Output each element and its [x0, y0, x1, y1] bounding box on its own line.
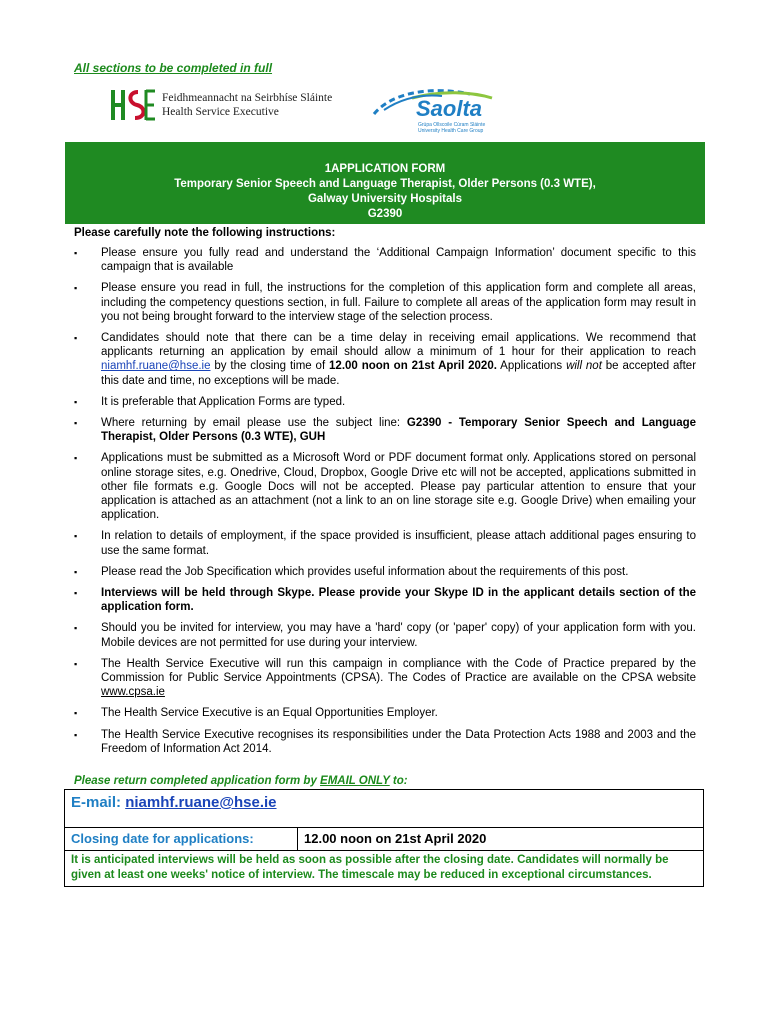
- bullet-icon: ▪: [74, 333, 78, 344]
- list-item: ▪ Interviews will be held through Skype. Please provide your Skype ID in the applicant details section of the application form.: [74, 587, 696, 614]
- subject-line: G2390 - Temporary Senior Speech and Language Therapist, Older Persons (0.3 WTE), GUH: [101, 417, 697, 444]
- bullet-icon: ▪: [74, 283, 78, 294]
- closing-label: Closing date for applications:: [65, 828, 298, 850]
- bullet-icon: ▪: [74, 729, 78, 740]
- post-location: Galway University Hospitals: [307, 193, 463, 205]
- bullet-icon: ▪: [74, 418, 78, 429]
- instructions-list: [74, 246, 696, 763]
- email-link[interactable]: niamhf.ruane@hse.ie: [101, 360, 211, 373]
- deadline-text: 12.00 noon on 21st April 2020.: [329, 360, 497, 373]
- hse-logo: [110, 88, 332, 122]
- cpsa-link[interactable]: www.cpsa.ie: [101, 686, 165, 699]
- bullet-icon: ▪: [74, 248, 78, 258]
- list-item: ▪ Candidates should note that there can be a time delay in receiving email applications. We recommend that applicants returning an application by email should allow a minimum of 1 hour for their application to reach niamhf.ruane@hse.ie by the closing time of 12.00 noon on 21st April 2020. Applications will not be accepted after this date and time, no exceptions will be made.: [74, 332, 697, 387]
- bullet-icon: ▪: [74, 566, 78, 577]
- bullet-icon: ▪: [74, 588, 78, 599]
- form-title: 1APPLICATION FORM: [324, 163, 446, 175]
- email-only-text: EMAIL ONLY: [320, 775, 390, 787]
- bullet-icon: ▪: [74, 453, 78, 464]
- list-item: ▪ Applications must be submitted as a Microsoft Word or PDF document format only. Applications stored on personal online storage sites, e.g. Onedrive, Cloud, Dropbox, Google Drive etc will not be accepted, applications submitted in other file formats e.g. Google Docs will not be accepted. Please pay particular attention to ensure that your application is attached as an attachment (not a link to an on line storage site e.g. Google Drive) when emailing your application.: [74, 452, 696, 522]
- bullet-icon: ▪: [74, 531, 78, 542]
- list-item: ▪ Where returning by email please use the subject line: G2390 - Temporary Senior Speech and Language Therapist, Older Persons (0.3 WTE), GUH: [74, 417, 697, 444]
- saolta-logo: [372, 84, 532, 136]
- closing-value: 12.00 noon on 21st April 2020: [304, 831, 487, 846]
- title-banner: [65, 142, 705, 224]
- hse-name-irish: Feidhmeannacht na Seirbhíse Sláinte: [162, 92, 333, 104]
- list-item: ▪ Please ensure you read in full, the instructions for the completion of this application form and complete all areas, including the competency questions section, in full. Failure to complete all areas of the application form may result in you not being brought forward to the interview stage of the selection process.: [74, 282, 696, 323]
- interview-timing-note: It is anticipated interviews will be held as soon as possible after the closing date. Candidates will normally be given at least one weeks' notice of interview. The timescale may be reduced in exceptional circumstances.: [71, 854, 669, 881]
- list-item: ▪ The Health Service Executive is an Equal Opportunities Employer.: [74, 707, 438, 720]
- email-label: E-mail:: [71, 794, 126, 811]
- list-item: ▪ It is preferable that Application Forms are typed.: [74, 395, 346, 408]
- bullet-icon: ▪: [74, 658, 78, 669]
- contact-email-link[interactable]: niamhf.ruane@hse.ie: [125, 794, 277, 811]
- bullet-icon: ▪: [74, 623, 78, 634]
- hse-name-english: Health Service Executive: [162, 106, 279, 118]
- campaign-code: G2390: [367, 208, 403, 220]
- sections-note: All sections to be completed in full: [74, 61, 273, 75]
- list-item: ▪ Please ensure you fully read and understand the ‘Additional Campaign Information’ document specific to this campaign that is available: [74, 247, 696, 274]
- closing-row: [65, 828, 703, 851]
- bullet-icon: ▪: [74, 708, 78, 719]
- bullet-icon: ▪: [74, 396, 78, 407]
- will-not-text: will not: [566, 360, 602, 373]
- list-item: ▪ In relation to details of employment, if the space provided is insufficient, please attach additional pages ensuring to use the same format.: [74, 530, 696, 557]
- saolta-name: Saolta: [416, 96, 483, 121]
- return-note: Please return completed application form by EMAIL ONLY to:: [74, 775, 408, 787]
- list-item: ▪ Should you be invited for interview, you may have a 'hard' copy (or 'paper' copy) of your application form with you. Mobile devices are not permitted for use during your interview.: [74, 622, 696, 649]
- email-row: [65, 790, 703, 828]
- saolta-sub-english: University Health Care Group: [418, 128, 484, 134]
- hse-logo-icon: [110, 88, 156, 122]
- list-item: ▪ The Health Service Executive recognises its responsibilities under the Data Protection Acts 1988 and 2003 and the Freedom of Information Act 2014.: [74, 728, 696, 755]
- list-item: ▪ The Health Service Executive will run this campaign in compliance with the Code of Practice prepared by the Commission for Public Service Appointments (CPSA). The Codes of Practice are available on the CPSA website www.cpsa.ie: [74, 657, 696, 699]
- post-title: Temporary Senior Speech and Language Therapist, Older Persons (0.3 WTE),: [174, 178, 596, 190]
- contact-table: [64, 789, 704, 887]
- list-item: ▪ Please read the Job Specification which provides useful information about the requirements of this post.: [74, 565, 629, 578]
- saolta-sub-irish: Grúpa Ollscoile Cúram Sláinte: [418, 122, 486, 128]
- instructions-heading: Please carefully note the following instructions:: [74, 227, 336, 239]
